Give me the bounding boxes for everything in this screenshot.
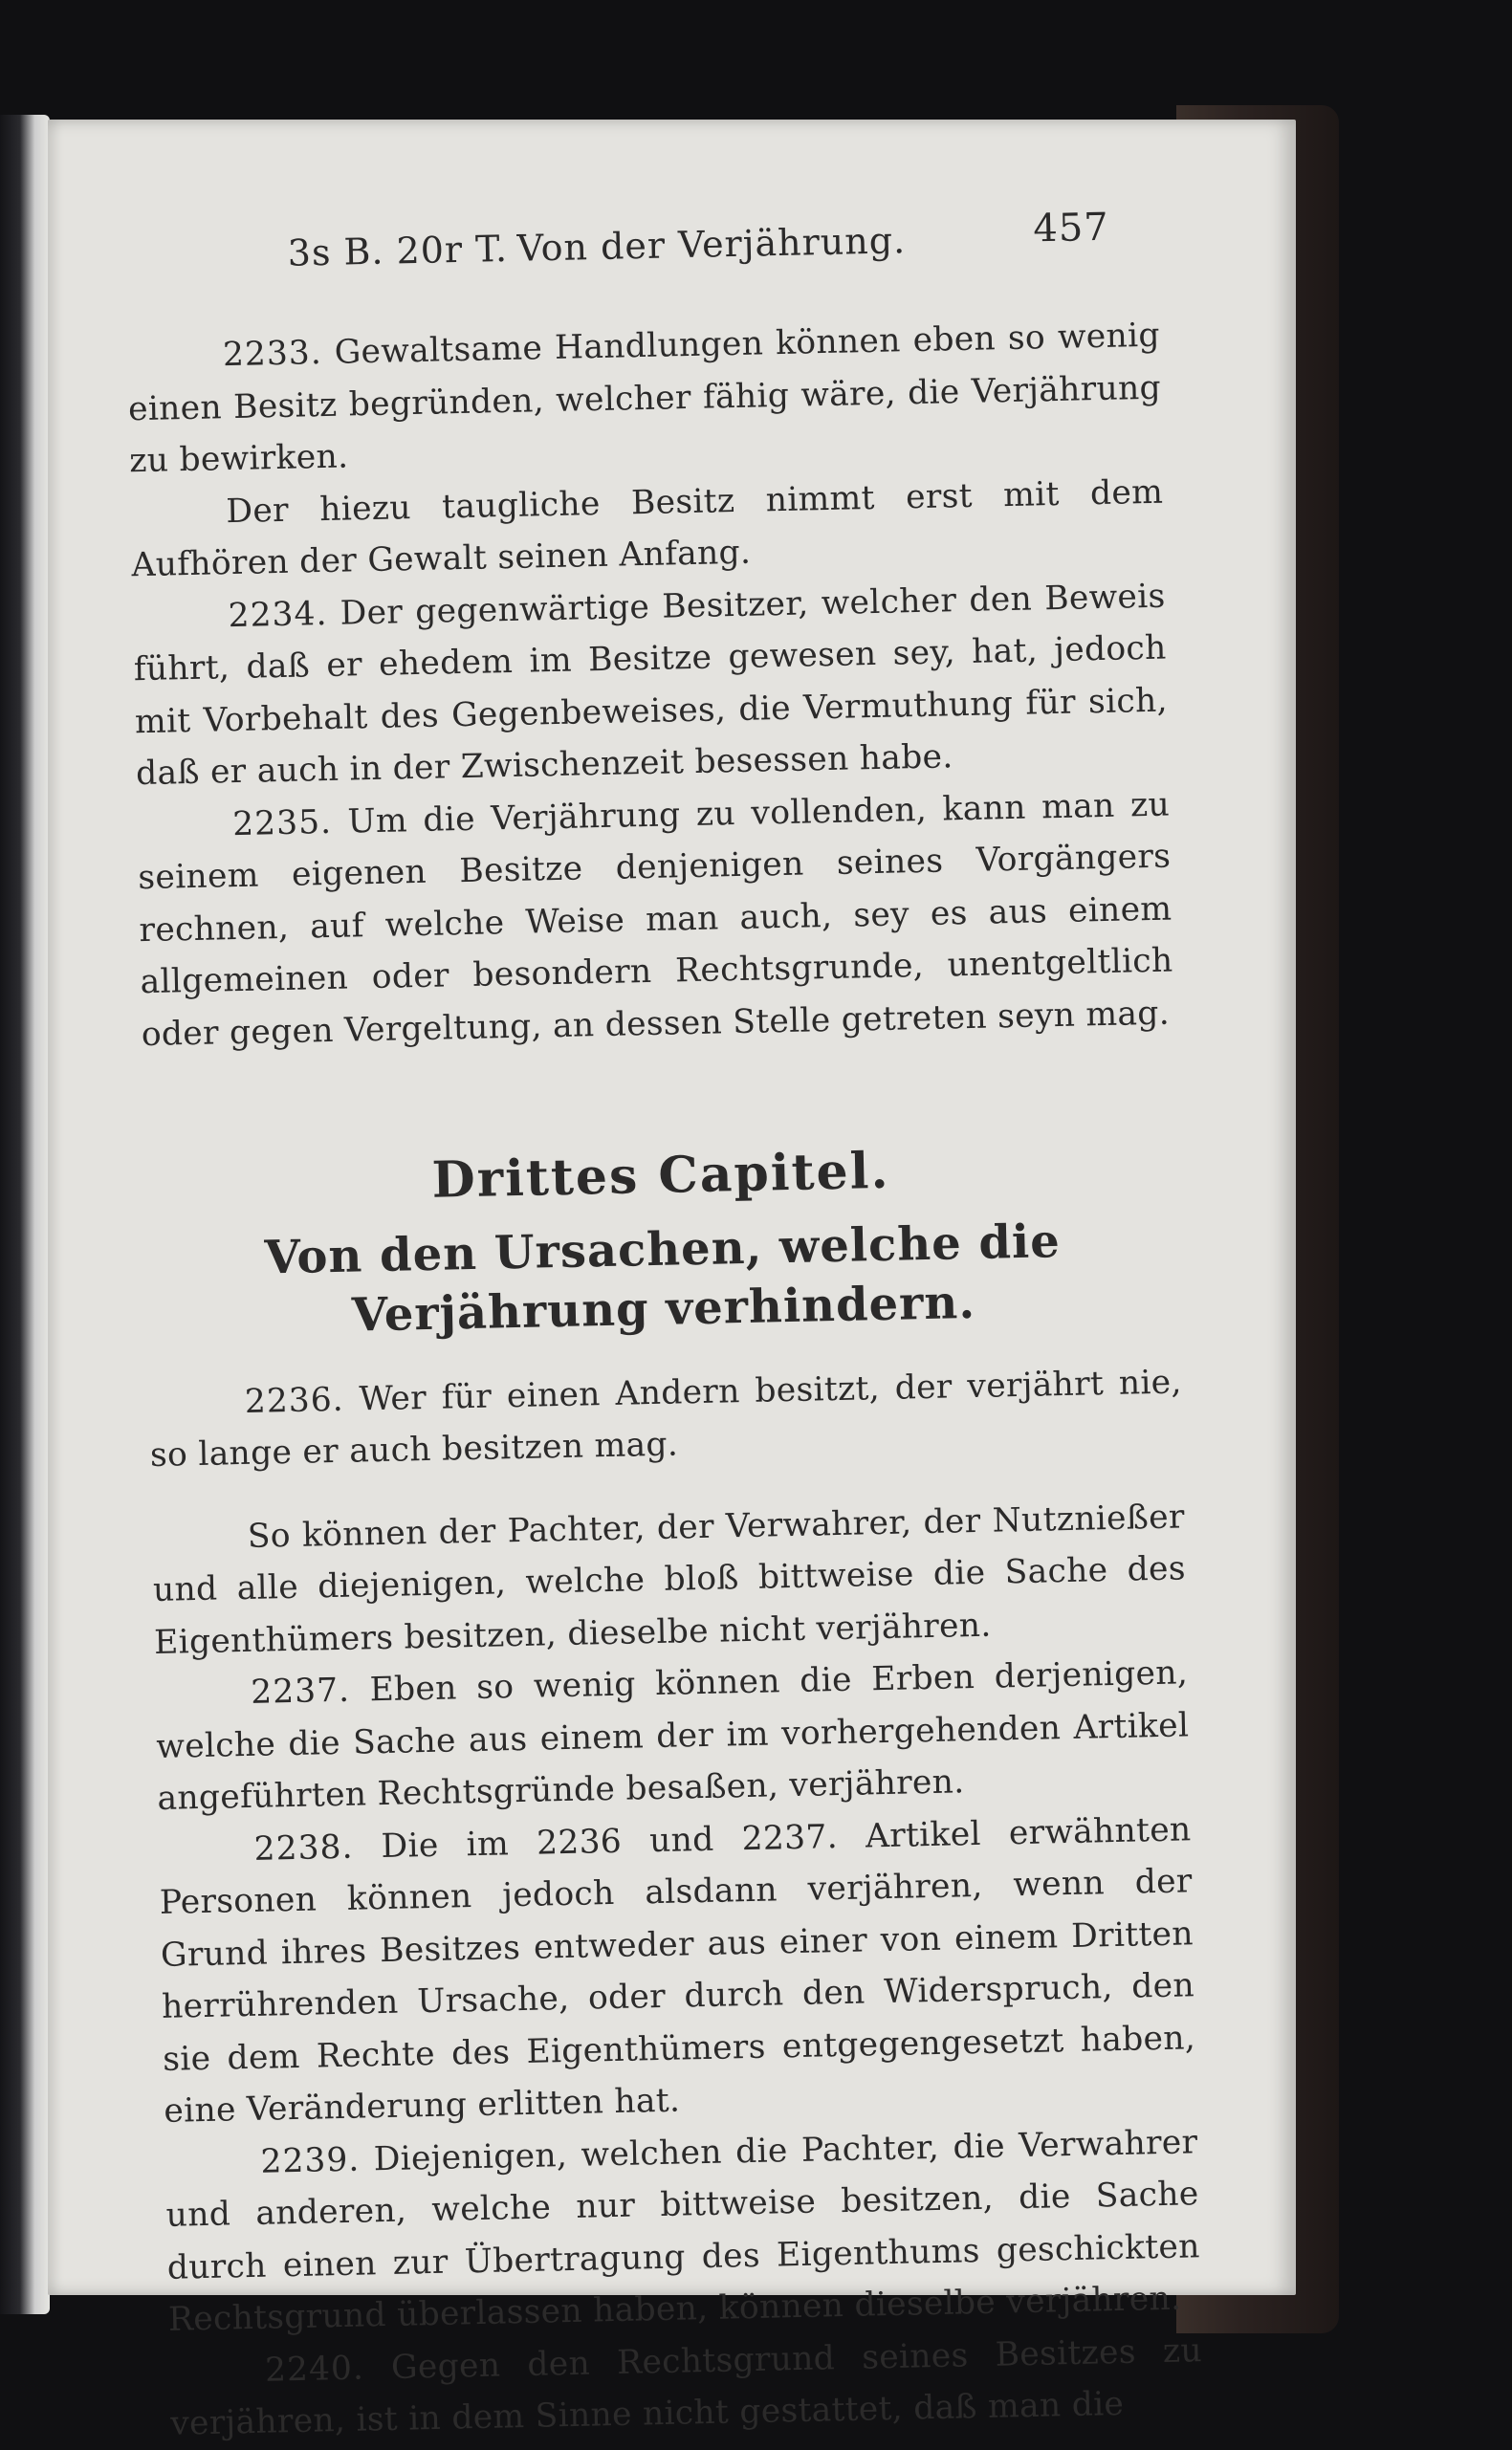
body-text — [126, 310, 1203, 2450]
article-text: Gegen den Rechtsgrund seines Besitzes zu verjähren, ist in dem Sinne nicht gestattet, daß man die — [169, 2330, 1203, 2443]
paragraph-2234 — [132, 570, 1169, 800]
paragraph-2237 — [155, 1647, 1191, 1825]
article-number: 2236. — [244, 1380, 345, 1421]
paragraph-2239 — [164, 2116, 1201, 2347]
running-head — [124, 205, 1158, 294]
article-text: Der hiezu taugliche Besitz nimmt erst mit dem Aufhören der Gewalt seinen Anfang. — [131, 472, 1164, 585]
article-text: Wer für einen Andern besitzt, der verjährt nie, so lange er auch besitzen mag. — [149, 1362, 1183, 1476]
article-number: 2238. — [253, 1827, 354, 1869]
article-number: 2233. — [222, 334, 323, 375]
article-number: 2234. — [228, 594, 328, 635]
paragraph-2235 — [137, 778, 1174, 1061]
article-number: 2235. — [231, 802, 333, 843]
paragraph-2236-continued — [151, 1491, 1187, 1669]
paragraph-2238 — [158, 1804, 1197, 2138]
article-number: 2240. — [264, 2349, 365, 2390]
paragraph-2233 — [126, 310, 1162, 488]
article-text: Um die Verjährung zu vollenden, kann man zu seinem eigenen Besitze denjenigen seines Vorgängers rechnen, auf welche Weise man auch, sey es aus einem allgemeinen oder besondern Rechtsgrunde, unentgeltlich oder gegen Vergeltung, an dessen Stelle getreten seyn mag. — [137, 785, 1173, 1054]
running-head-left: 3s B. 20r T. — [287, 227, 509, 274]
article-text: So können der Pachter, der Verwahrer, der Nutznießer und alle diejenigen, welche bloß bittweise die Sache des Eigenthümers besitzen, dieselbe nicht verjähren. — [152, 1497, 1187, 1662]
left-page-edge — [0, 115, 50, 2314]
running-head-title: Von der Verjährung. — [516, 219, 907, 270]
page-content — [124, 205, 1203, 2443]
page-number: 457 — [1032, 205, 1110, 252]
paragraph-2240 — [169, 2325, 1204, 2450]
article-text: Diejenigen, welchen die Pachter, die Verwahrer und anderen, welche nur bittweise besitzen, die Sache durch einen zur Übertragung des Eigenthums geschickten Rechtsgrund überlassen haben, können dieselbe verjähren. — [165, 2122, 1201, 2339]
article-number: 2237. — [250, 1671, 351, 1712]
article-number: 2239. — [260, 2140, 361, 2181]
chapter-subtitle: Von den Ursachen, welche die Verjährung verhindern. — [264, 1214, 1062, 1343]
book-page — [48, 120, 1296, 2443]
chapter-heading: Drittes Capitel. — [430, 1141, 891, 1210]
article-text: Eben so wenig können die Erben derjenigen, welche die Sache aus einem der im vorhergehenden Artikel angeführten Rechtsgründe besaßen, verjähren. — [156, 1653, 1190, 1818]
article-text: Der gegenwärtige Besitzer, welcher den Beweis führt, daß er ehedem im Besitze gewesen sey, hat, jedoch mit Vorbehalt des Gegenbeweises, die Vermuthung für sich, daß er auch in der Zwischenzeit besessen habe. — [133, 577, 1169, 794]
article-text: Gewaltsame Handlungen können eben so wenig einen Besitz begründen, welcher fähig wäre, die Verjährung zu bewirken. — [127, 316, 1162, 481]
article-text: Die im 2236 und 2237. Artikel erwähnten Personen können jedoch alsdann verjähren, wenn der Grund ihres Besitzes entweder aus einer von einem Dritten herrührenden Ursache, oder durch den Widerspruch, den sie dem Rechte des Eigenthümers entgegengesetzt haben, eine Veränderung erlitten hat. — [159, 1809, 1196, 2131]
